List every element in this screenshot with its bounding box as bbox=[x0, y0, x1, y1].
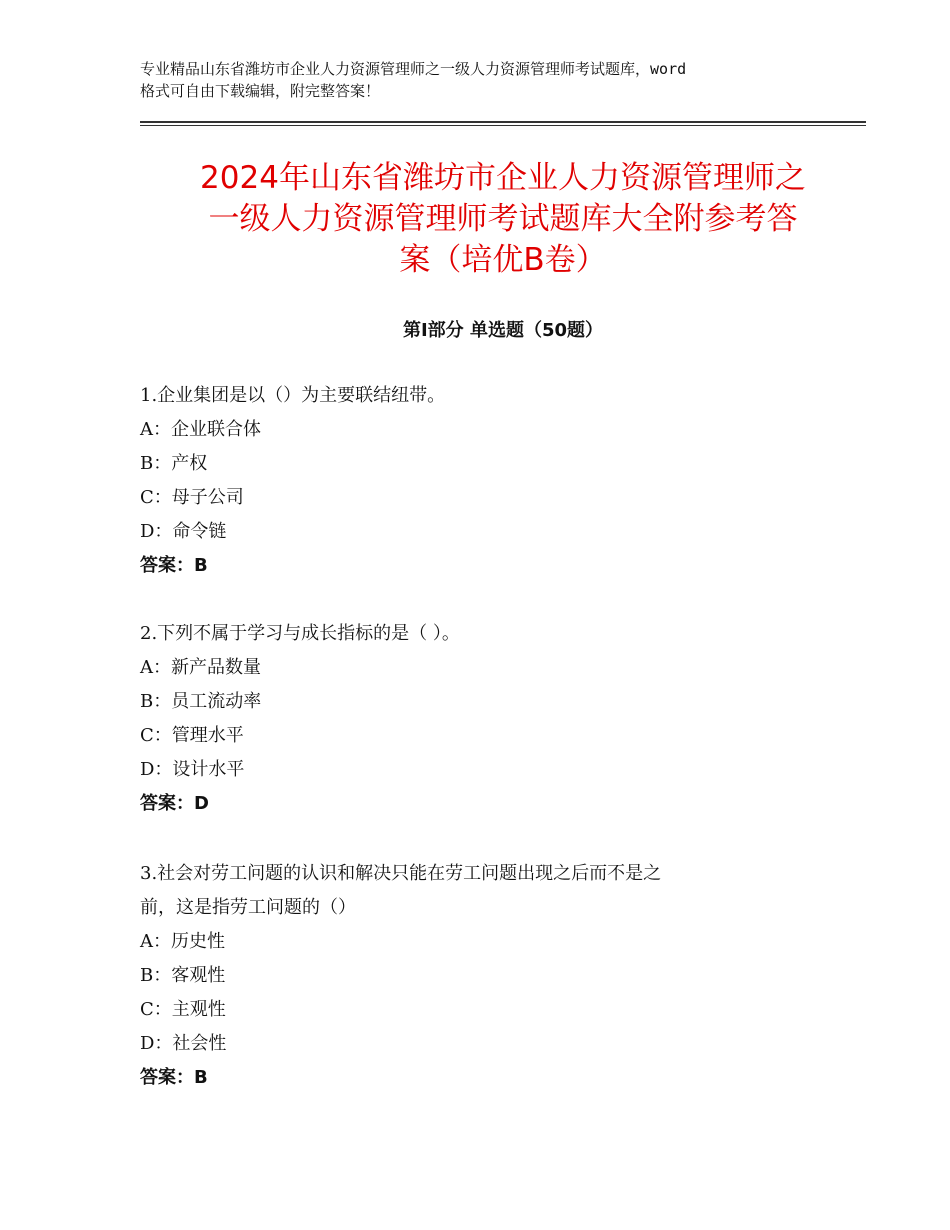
title-line-2: 一级人力资源管理师考试题库大全附参考答 bbox=[208, 201, 798, 237]
header-note-line-2: 格式可自由下载编辑，附完整答案！ bbox=[140, 82, 381, 100]
section-heading: 第Ⅰ部分 单选题（50题） bbox=[402, 320, 603, 341]
answer-line: 答案：D bbox=[140, 793, 209, 814]
header-divider-thick bbox=[140, 121, 866, 123]
header-note bbox=[140, 58, 830, 102]
option-d: D：社会性 bbox=[140, 1033, 227, 1054]
question-stem-line: 2.下列不属于学习与成长指标的是（ ）。 bbox=[140, 623, 460, 644]
header-divider-thin bbox=[140, 125, 866, 126]
title-line-1: 2024年山东省潍坊市企业人力资源管理师之 bbox=[200, 160, 806, 196]
option-d: D：设计水平 bbox=[140, 759, 245, 780]
answer-line: 答案：B bbox=[140, 1067, 208, 1088]
question-stem bbox=[140, 857, 840, 925]
option-c: C：母子公司 bbox=[140, 487, 244, 508]
option-a: A：历史性 bbox=[140, 931, 225, 952]
question-3 bbox=[140, 857, 840, 1095]
question-2 bbox=[140, 617, 840, 821]
option-d: D：命令链 bbox=[140, 521, 227, 542]
question-stem bbox=[140, 617, 840, 651]
option-b: B：员工流动率 bbox=[140, 691, 262, 712]
option-c: C：管理水平 bbox=[140, 725, 244, 746]
title-line-3: 案（培优B卷） bbox=[399, 242, 607, 278]
option-b: B：产权 bbox=[140, 453, 208, 474]
header-note-line-1: 专业精品山东省潍坊市企业人力资源管理师之一级人力资源管理师考试题库，word bbox=[140, 60, 687, 78]
question-stem-line: 3.社会对劳工问题的认识和解决只能在劳工问题出现之后而不是之 bbox=[140, 863, 662, 884]
question-stem bbox=[140, 379, 840, 413]
question-stem-line: 前，这是指劳工问题的（） bbox=[140, 897, 356, 918]
question-stem-line: 1.企业集团是以（）为主要联结纽带。 bbox=[140, 385, 446, 406]
option-a: A：新产品数量 bbox=[140, 657, 261, 678]
option-a: A：企业联合体 bbox=[140, 419, 261, 440]
question-1 bbox=[140, 379, 840, 583]
option-c: C：主观性 bbox=[140, 999, 226, 1020]
option-b: B：客观性 bbox=[140, 965, 226, 986]
answer-line: 答案：B bbox=[140, 555, 208, 576]
document-title bbox=[140, 158, 866, 281]
